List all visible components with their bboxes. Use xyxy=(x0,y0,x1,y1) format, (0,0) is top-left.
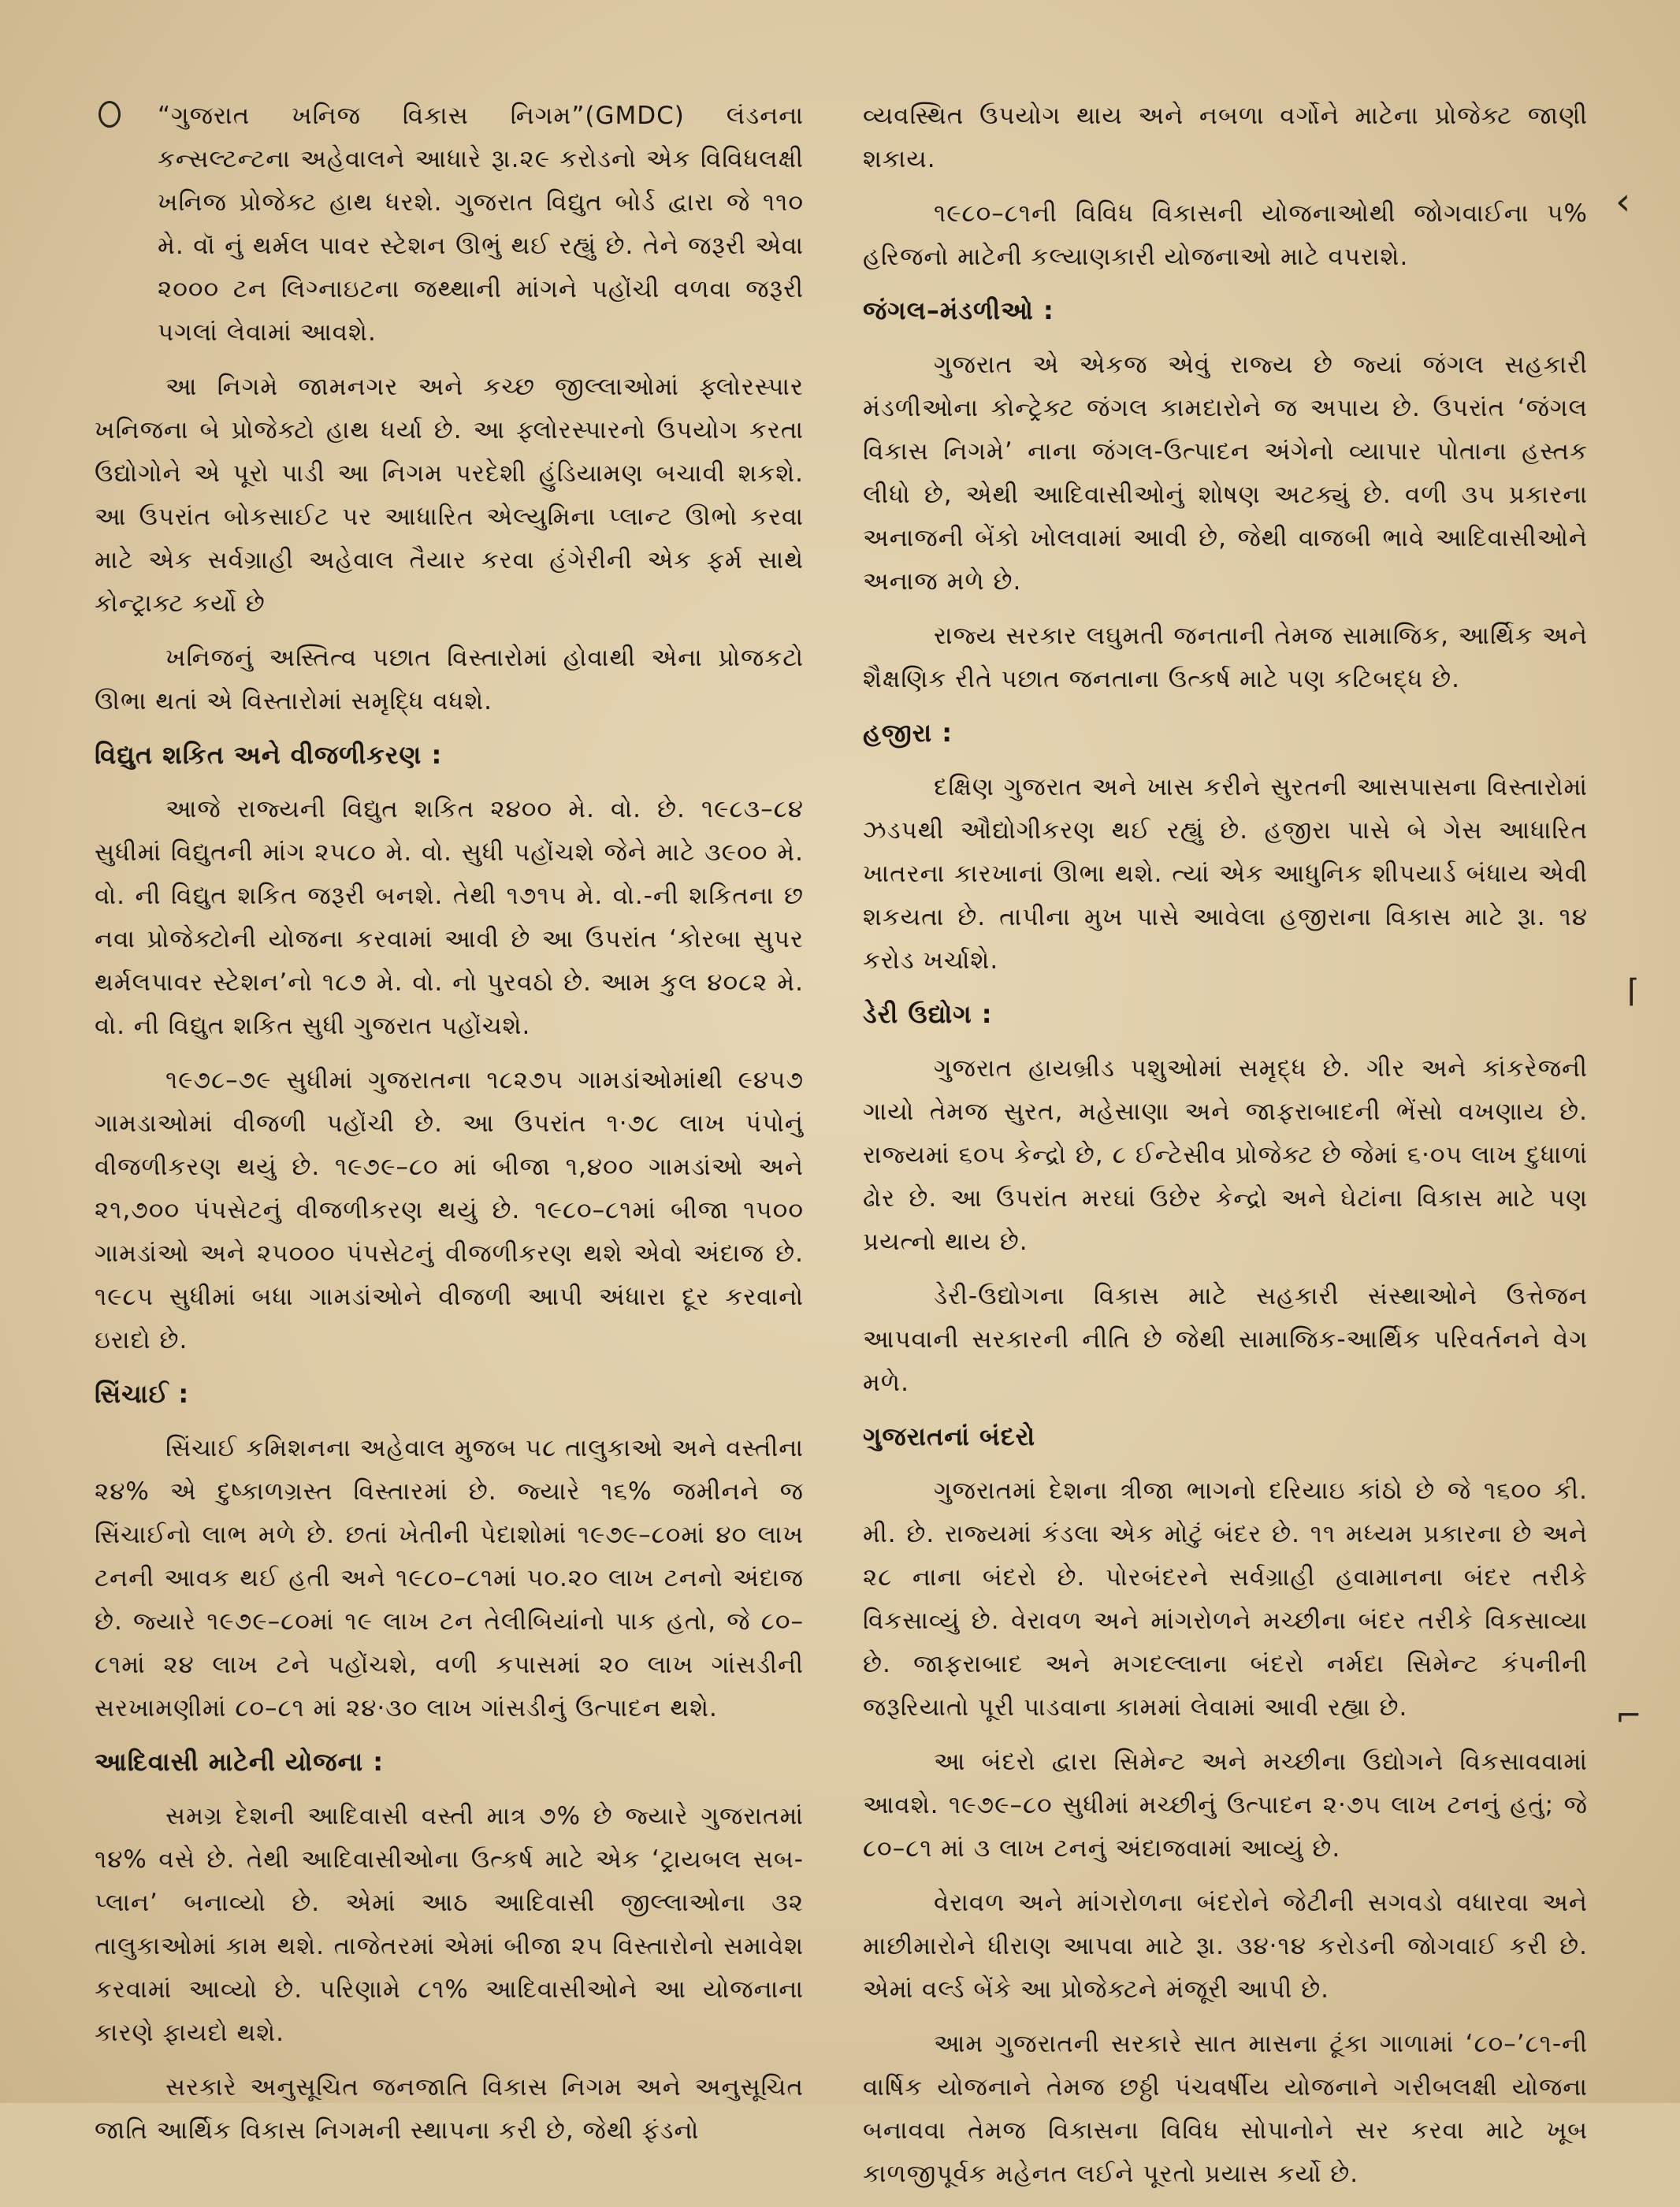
dairy-policy-paragraph: ડેરી-ઉદ્યોગના વિકાસ માટે સહકારી સંસ્થાઓને ઉત્તેજન આપવાની સરકારની નીતિ છે જેથી સામાજિક-આર્થિક પરિવર્તનને વેગ મળે. xyxy=(863,1282,1588,1397)
left-column xyxy=(95,95,804,2164)
section-heading-forest: જંગલ–મંડળીઓ : xyxy=(863,295,1054,325)
hazira-paragraph: દક્ષિણ ગુજરાત અને ખાસ કરીને સુરતની આસપાસના વિસ્તારોમાં ઝડપથી ઔદ્યોગીકરણ થઈ રહ્યું છે. હજીરા પાસે બે ગેસ આધારિત ખાતરના કારખાનાં ઊભા થશે. ત્યાં એક આધુનિક શીપયાર્ડ બંધાય એવી શકયતા છે. તાપીના મુખ પાસે આવેલા હજીરાના વિકાસ માટે રૂા. ૧૪ કરોડ ખર્ચાશે. xyxy=(863,773,1588,975)
conclusion-paragraph: આમ ગુજરાતની સરકારે સાત માસના ટૂંકા ગાળામાં ‘૮૦–’૮૧-ની વાર્ષિક યોજનાને તેમજ છઠ્ઠી પંચવર્ષીય યોજનાને ગરીબલક્ષી યોજના બનાવવા તેમજ વિકાસના વિવિધ સોપાનોને સર કરવા માટે ખૂબ કાળજીપૂર્વક મહેનત લઈને પૂરતો પ્રયાસ કર્યો છે. xyxy=(863,2030,1588,2188)
section-heading-dairy: ડેરી ઉદ્યોગ : xyxy=(863,999,993,1029)
minority-paragraph: રાજ્ય સરકાર લઘુમતી જનતાની તેમજ સામાજિક, આર્થિક અને શૈક્ષણિક રીતે પછાત જનતાના ઉત્કર્ષ માટે પણ કટિબદ્ધ છે. xyxy=(863,622,1588,693)
mineral-paragraph: ખનિજનું અસ્તિત્વ પછાત વિસ્તારોમાં હોવાથી એના પ્રોજકટો ઊભા થતાં એ વિસ્તારોમાં સમૃદ્ધિ વધશે. xyxy=(95,644,804,715)
section-heading-ports: ગુજરાતનાં બંદરો xyxy=(863,1421,1036,1451)
margin-mark-bottom: ⌐ xyxy=(1615,1698,1642,1734)
tribal-paragraph: સમગ્ર દેશની આદિવાસી વસ્તી માત્ર ૭% છે જ્યારે ગુજરાતમાં ૧૪% વસે છે. તેથી આદિવાસીઓના ઉત્કર્ષ માટે એક ‘ટ્રાયબલ સબ-પ્લાન’ બનાવ્યો છે. એમાં આઠ આદિવાસી જીલ્લાઓના ૩૨ તાલુકાઓમાં કામ થશે. તાજેતરમાં એમાં બીજા ૨૫ વિસ્તારોનો સમાવેશ કરવામાં આવ્યો છે. પરિણામે ૮૧% આદિવાસીઓને આ યોજનાના કારણે ફાયદો થશે. xyxy=(95,1802,804,2047)
fish-paragraph: આ બંદરો દ્વારા સિમેન્ટ અને મચ્છીના ઉદ્યોગને વિકસાવવામાં આવશે. ૧૯૭૯–૮૦ સુધીમાં મચ્છીનું ઉત્પાદન ૨·૭૫ લાખ ટનનું હતું; જે ૮૦–૮૧ માં ૩ લાખ ટનનું અંદાજવામાં આવ્યું છે. xyxy=(863,1748,1588,1863)
irrigation-paragraph: સિંચાઈ કમિશનના અહેવાલ મુજબ ૫૮ તાલુકાઓ અને વસ્તીના ૨૪% એ દુષ્કાળગ્રસ્ત વિસ્તારમાં છે. જ્યારે ૧૬% જમીનને જ સિંચાઈનો લાભ મળે છે. છતાં ખેતીની પેદાશોમાં ૧૯૭૯–૮૦માં ૪૦ લાખ ટનની આવક થઈ હતી અને ૧૯૮૦–૮૧માં ૫૦.૨૦ લાખ ટનનો અંદાજ છે. જ્યારે ૧૯૭૯–૮૦માં ૧૯ લાખ ટન તેલીબિયાંનો પાક હતો, જે ૮૦–૮૧માં ૨૪ લાખ ટને પહોંચશે, વળી કપાસમાં ૨૦ લાખ ગાંસડીની સરખામણીમાં ૮૦–૮૧ માં ૨૪·૩૦ લાખ ગાંસડીનું ઉત્પાદન થશે. xyxy=(95,1434,804,1722)
harijan-paragraph: ૧૯૮૦–૮૧ની વિવિધ વિકાસની યોજનાઓથી જોગવાઈના ૫% હરિજનો માટેની કલ્યાણકારી યોજનાઓ માટે વપરાશે. xyxy=(863,199,1588,271)
gmdc-paragraph: “ગુજરાત ખનિજ વિકાસ નિગમ”(GMDC) લંડનના કન્સલ્ટન્ટના અહેવાલને આધારે રૂા.૨૯ કરોડનો એક વિવિધલક્ષી ખનિજ પ્રોજેક્ટ હાથ ધરશે. ગુજરાત વિદ્યુત બોર્ડ દ્વારા જે ૧૧૦ મે. વૉ નું થર્મલ પાવર સ્ટેશન ઊભું થઈ રહ્યું છે. તેને જરૂરી એવા ૨૦૦૦ ટન લિગ્નાઇટના જથ્થાની માંગને પહોંચી વળવા જરૂરી પગલાં લેવામાં આવશે. xyxy=(158,102,804,347)
power-paragraph: આજે રાજ્યની વિદ્યુત શકિત ૨૪૦૦ મે. વો. છે. ૧૯૮૩–૮૪ સુધીમાં વિદ્યુતની માંગ ૨૫૮૦ મે. વો. સુધી પહોંચશે જેને માટે ૩૯૦૦ મે. વો. ની વિદ્યુત શકિત જરૂરી બનશે. તેથી ૧૭૧૫ મે. વો.-ની શકિતના છ નવા પ્રોજેક્ટોની યોજના કરવામાં આવી છે આ ઉપરાંત ‘કોરબા સુપર થર્મલપાવર સ્ટેશન’નો ૧૮૭ મે. વો. નો પુરવઠો છે. આમ કુલ ૪૦૮૨ મે. વો. ની વિદ્યુત શકિત સુધી ગુજરાત પહોંચશે. xyxy=(95,795,804,1040)
margin-mark-top: ‹ xyxy=(1615,180,1631,224)
jetty-paragraph: વેરાવળ અને માંગરોળના બંદરોને જેટીની સગવડો વધારવા અને માછીમારોને ધીરાણ આપવા માટે રૂા. ૩૪·૧૪ કરોડની જોગવાઈ કરી છે. એમાં વર્લ્ડ બેંકે આ પ્રોજેક્ટને મંજૂરી આપી છે. xyxy=(863,1889,1588,2004)
ports-paragraph: ગુજરાતમાં દેશના ત્રીજા ભાગનો દરિયાઇ કાંઠો છે જે ૧૬૦૦ કી. મી. છે. રાજ્યમાં કંડલા એક મોટું બંદર છે. ૧૧ મધ્યમ પ્રકારના છે અને ૨૮ નાના બંદરો છે. પોરબંદરને સર્વગ્રાહી હવામાનના બંદર તરીકે વિકસાવ્યું છે. વેરાવળ અને માંગરોળને મચ્છીના બંદર તરીકે વિકસાવ્યા છે. જાફરાબાદ અને મગદલ્લાના બંદરો નર્મદા સિમેન્ટ કંપનીની જરૂરિયાતો પૂરી પાડવાના કામમાં લેવામાં આવી રહ્યા છે. xyxy=(863,1477,1588,1722)
section-heading-electricity: વિદ્યુત શકિત અને વીજળીકરણ : xyxy=(95,740,443,770)
section-heading-hazira: હજીરા : xyxy=(863,718,953,748)
dairy-paragraph: ગુજરાત હાયબ્રીડ પશુઓમાં સમૃદ્ધ છે. ગીર અને કાંકરેજની ગાયો તેમજ સુરત, મહેસાણા અને જાફરાબાદની ભેંસો વખણાય છે. રાજ્યમાં ૬૦૫ કેન્દ્રો છે, ૮ ઈન્ટેસીવ પ્રોજેક્ટ છે જેમાં ૬·૦૫ લાખ દુધાળાં ઢોર છે. આ ઉપરાંત મરઘાં ઉછેર કેન્દ્રો અને ઘેટાંના વિકાસ માટે પણ પ્રયત્નો થાય છે. xyxy=(863,1054,1588,1256)
forest-paragraph: ગુજરાત એ એકજ એવું રાજ્ય છે જ્યાં જંગલ સહકારી મંડળીઓના કોન્ટ્રેક્ટ જંગલ કામદારોને જ અપાય છે. ઉપરાંત ‘જંગલ વિકાસ નિગમે’ નાના જંગલ-ઉત્પાદન અંગેનો વ્યાપાર પોતાના હસ્તક લીધો છે, એથી આદિવાસીઓનું શોષણ અટક્યું છે. વળી ૩૫ પ્રકારના અનાજની બેંકો ખોલવામાં આવી છે, જેથી વાજબી ભાવે આદિવાસીઓને અનાજ મળે છે. xyxy=(863,351,1588,596)
section-heading-tribal: આદિવાસી માટેની યોજના : xyxy=(95,1747,385,1777)
right-column xyxy=(863,95,1588,2207)
electrification-paragraph: ૧૯૭૮–૭૯ સુધીમાં ગુજરાતના ૧૮૨૭૫ ગામડાંઓમાંથી ૯૪૫૭ ગામડાઓમાં વીજળી પહોંચી છે. આ ઉપરાંત ૧·૭૮ લાખ પંપોનું વીજળીકરણ થયું છે. ૧૯૭૯–૮૦ માં બીજા ૧,૪૦૦ ગામડાંઓ અને ૨૧,૭૦૦ પંપસેટનું વીજળીકરણ થયું છે. ૧૯૮૦–૮૧માં બીજા ૧૫૦૦ ગામડાંઓ અને ૨૫૦૦૦ પંપસેટનું વીજળીકરણ થશે એવો અંદાજ છે. ૧૯૮૫ સુધીમાં બધા ગામડાંઓને વીજળી આપી અંધારા દૂર કરવાનો ઇરાદો છે. xyxy=(95,1066,804,1354)
margin-mark-middle: ⌈ xyxy=(1627,973,1640,1009)
fluorspar-paragraph: આ નિગમે જામનગર અને કચ્છ જીલ્લાઓમાં ફ્લોરસ્પાર ખનિજના બે પ્રોજેક્ટો હાથ ધર્યા છે. આ ફ્લોરસ્પારનો ઉપયોગ કરતા ઉદ્યોગોને એ પૂરો પાડી આ નિગમ પરદેશી હુંડિયામણ બચાવી શકશે. આ ઉપરાંત બોકસાઈટ પર આધારિત એલ્યુમિના પ્લાન્ટ ઊભો કરવા માટે એક સર્વગ્રાહી અહેવાલ તૈયાર કરવા હંગેરીની એક ફર્મ સાથે કોન્ટ્રાક્ટ કર્યો છે xyxy=(95,373,804,618)
corporation-paragraph: સરકારે અનુસૂચિત જનજાતિ વિકાસ નિગમ અને અનુસૂચિત જાતિ આર્થિક વિકાસ નિગમની સ્થાપના કરી છે, જેથી ફંડનો xyxy=(95,2073,804,2145)
continuation-paragraph: વ્યવસ્થિત ઉપયોગ થાય અને નબળા વર્ગોને માટેના પ્રોજેક્ટ જાણી શકાય. xyxy=(863,102,1588,173)
section-heading-irrigation: સિંચાઈ : xyxy=(95,1379,190,1409)
